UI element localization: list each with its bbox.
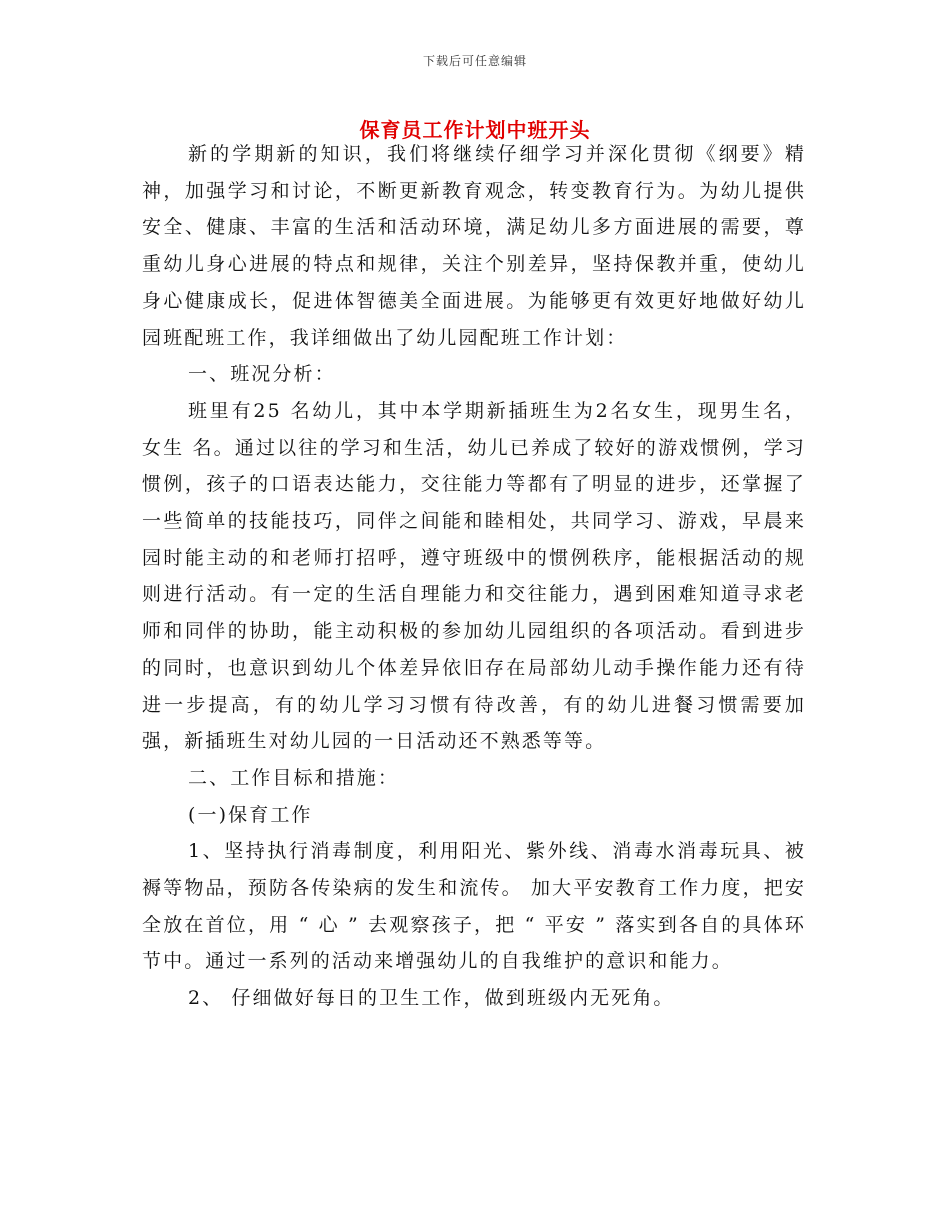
paragraph-class-analysis: 班里有25 名幼儿，其中本学期新插班生为2名女生，现男生名，女生 名。通过以往的学习和生活，幼儿已养成了较好的游戏惯例，学习惯例，孩子的口语表达能力，交往能力等都有了明显的进步，还掌握了一些简单的技能技巧，同伴之间能和睦相处，共同学习、游戏，早晨来园时能主动的和老师打招呼，遵守班级中的惯例秩序，能根据活动的规则进行活动。有一定的生活自理能力和交往能力，遇到困难知道寻求老师和同伴的协助，能主动积极的参加幼儿园组织的各项活动。看到进步的同时，也意识到幼儿个体差异依旧存在局部幼儿动手操作能力还有待进一步提高，有的幼儿学习习惯有待改善，有的幼儿进餐习惯需要加强，新插班生对幼儿园的一日活动还不熟悉等等。 <box>142 399 806 753</box>
heading-goals-measures: 二、工作目标和措施： <box>188 766 400 789</box>
document-title: 保育员工作计划中班开头 <box>359 118 591 142</box>
document-body <box>142 136 806 1017</box>
paragraph-intro: 新的学期新的知识，我们将继续仔细学习并深化贯彻《纲要》精神，加强学习和讨论，不断更新教育观念，转变教育行为。为幼儿提供安全、健康、丰富的生活和活动环境，满足幼儿多方面进展的需要，尊重幼儿身心进展的特点和规律，关注个别差异，坚持保教并重，使幼儿身心健康成长，促进体智德美全面进展。为能够更有效更好地做好幼儿园班配班工作，我详细做出了幼儿园配班工作计划： <box>142 143 806 349</box>
heading-class-analysis: 一、班况分析： <box>188 363 336 386</box>
paragraph-item-2: 2、 仔细做好每日的卫生工作，做到班级内无死角。 <box>188 987 675 1010</box>
page-header: 下载后可任意编辑 <box>422 54 527 68</box>
paragraph-item-1: 1、坚持执行消毒制度，利用阳光、紫外线、消毒水消毒玩具、被褥等物品，预防各传染病的发生和流传。 加大平安教育工作力度，把安全放在首位，用 “ 心 ” 去观察孩子，把 “ 平安 ” 落实到各自的具体环节中。通过一系列的活动来增强幼儿的自我维护的意识和能力。 <box>142 840 806 973</box>
heading-care-work: (一)保育工作 <box>188 803 313 826</box>
